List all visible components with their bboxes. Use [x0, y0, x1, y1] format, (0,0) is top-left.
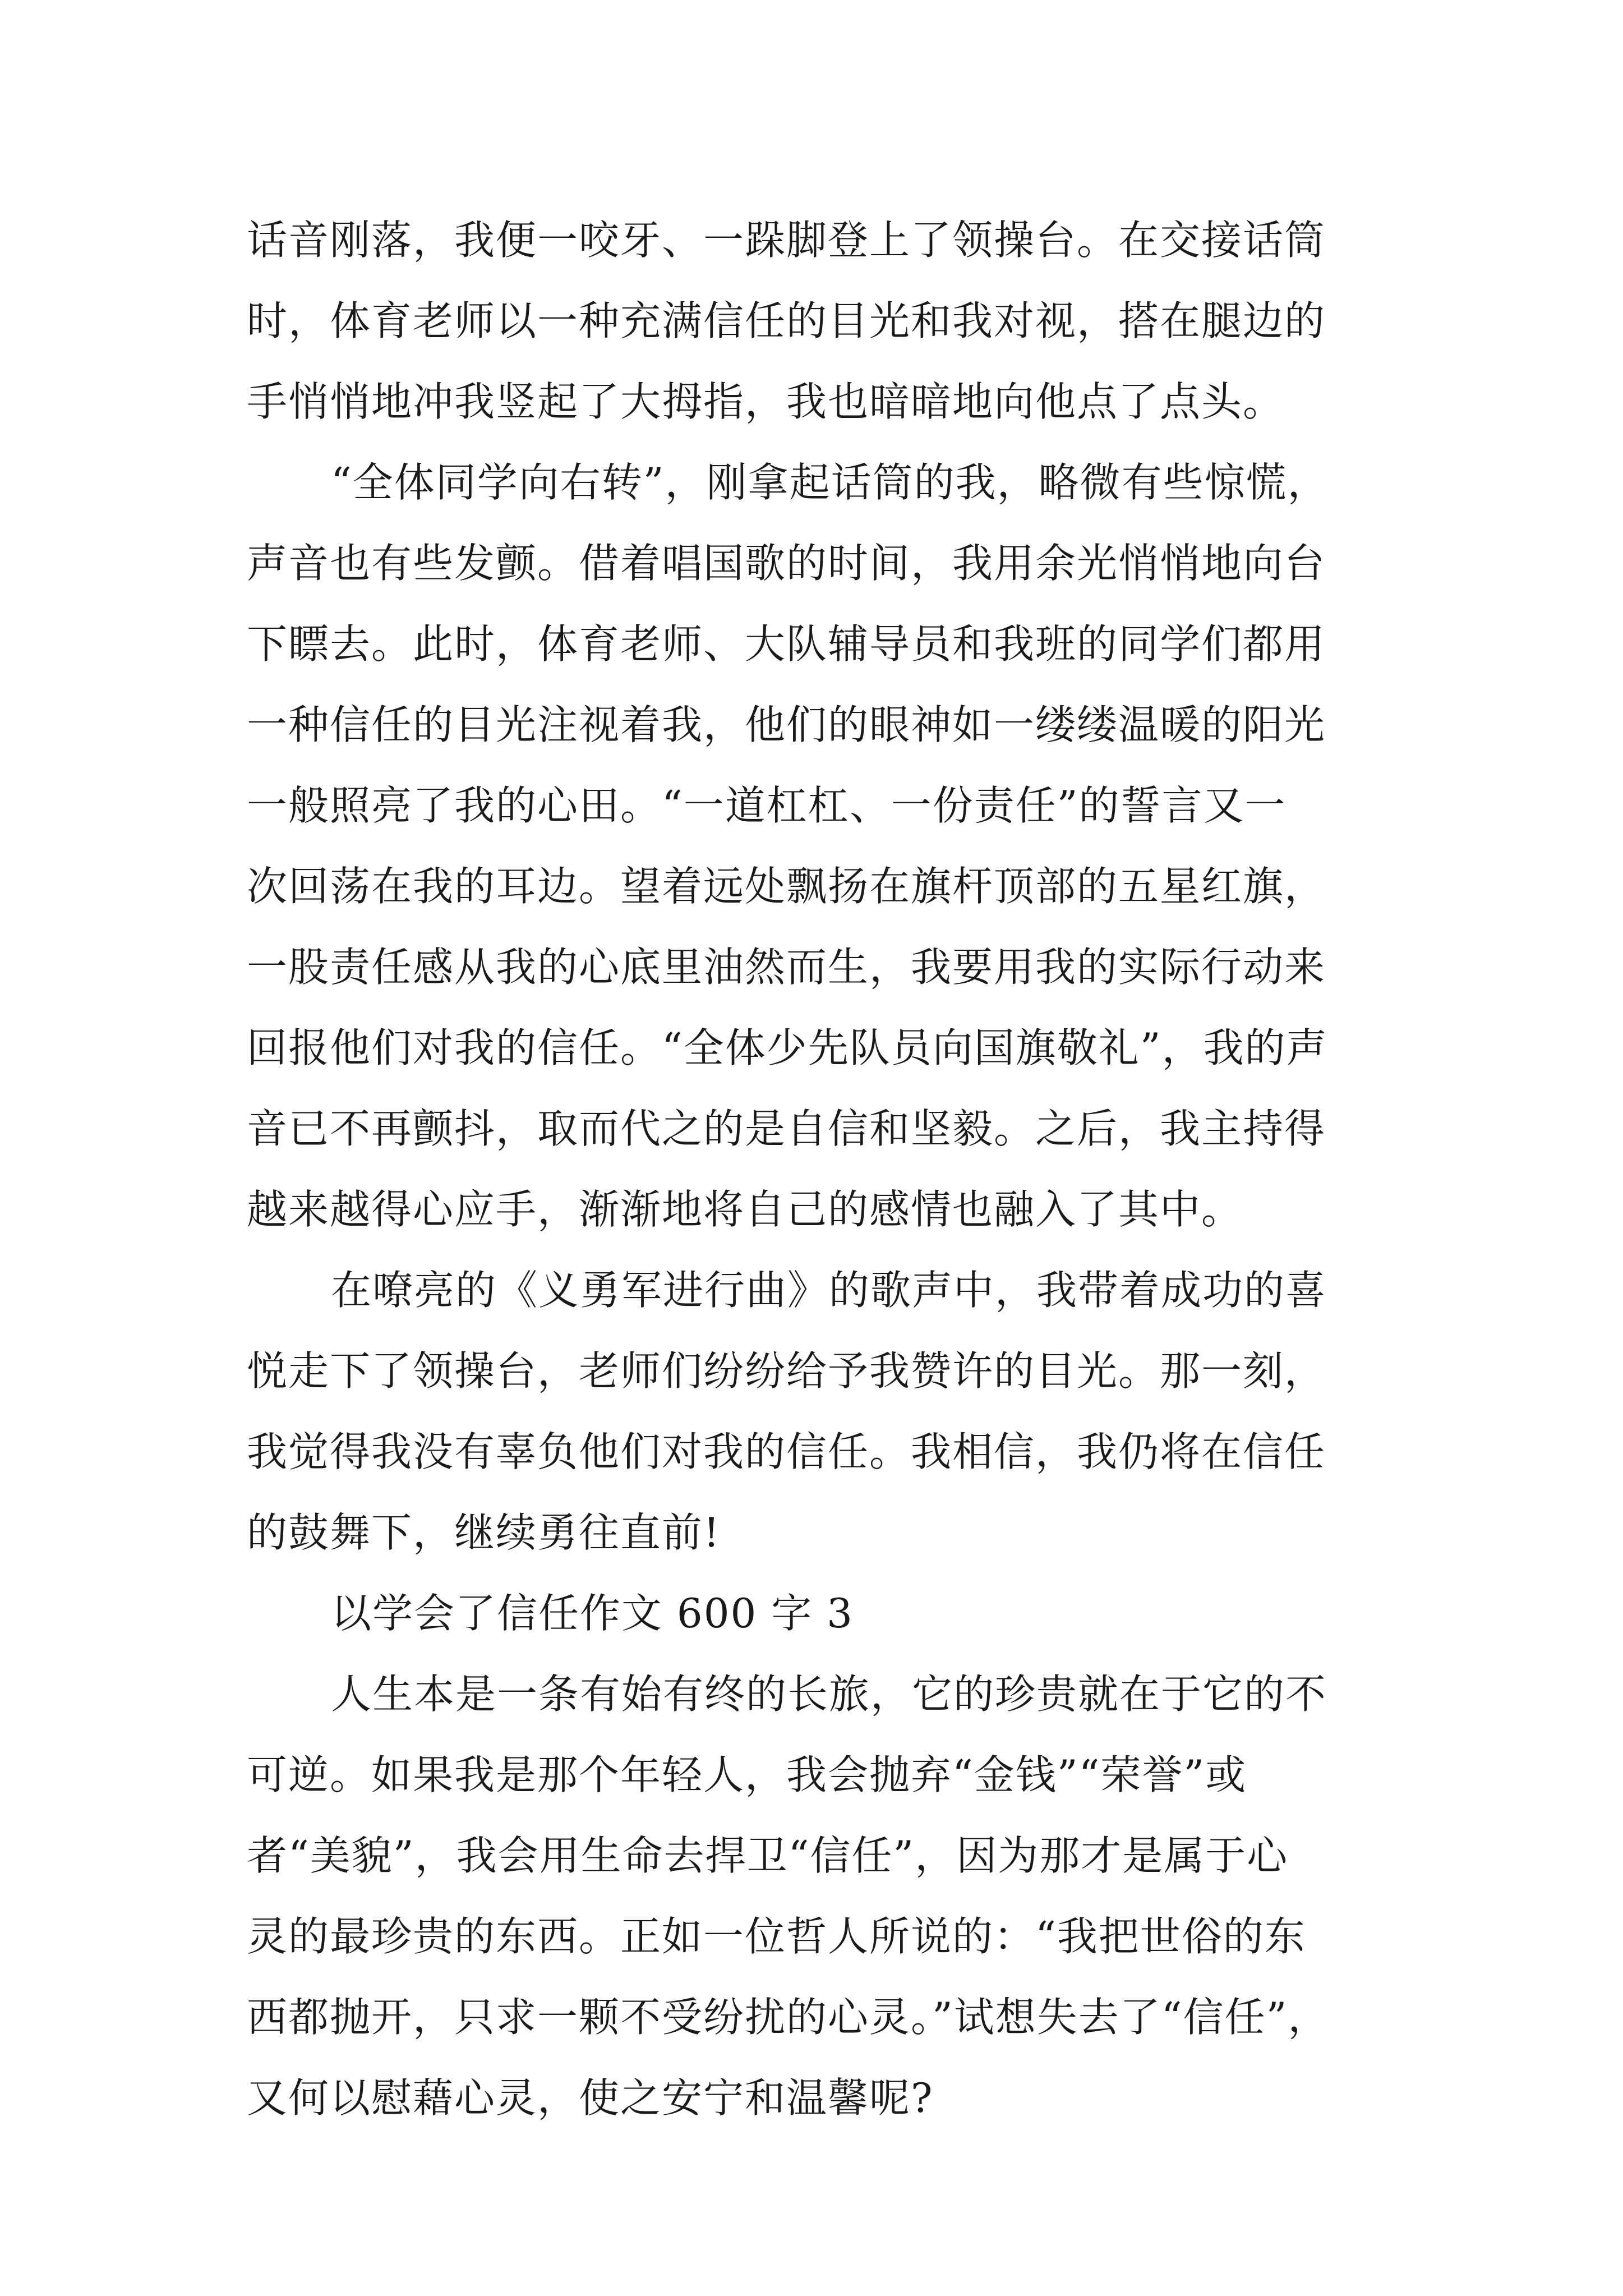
- text-line: 悦走下了领操台，老师们纷纷给予我赞许的目光。那一刻，: [247, 1347, 1326, 1395]
- text-line: 者“美貌”，我会用生命去捍卫“信任”，因为那才是属于心: [247, 1832, 1289, 1879]
- text-line: 手悄悄地冲我竖起了大拇指，我也暗暗地向他点了点头。: [247, 378, 1285, 425]
- text-line: 在嘹亮的《义勇军进行曲》的歌声中，我带着成功的喜: [331, 1267, 1327, 1314]
- text-line: 话音刚落，我便一咬牙、一跺脚登上了领操台。在交接话筒: [247, 217, 1326, 264]
- text-line: 声音也有些发颤。借着唱国歌的时间，我用余光悄悄地向台: [247, 540, 1326, 587]
- text-line: 的鼓舞下，继续勇往直前!: [247, 1509, 721, 1556]
- text-line: 人生本是一条有始有终的长旅，它的珍贵就在于它的不: [331, 1671, 1327, 1718]
- text-line: 一股责任感从我的心底里油然而生，我要用我的实际行动来: [247, 944, 1326, 991]
- text-line: 一般照亮了我的心田。“一道杠杠、一份责任”的誓言又一: [247, 782, 1287, 829]
- text-line: 灵的最珍贵的东西。正如一位哲人所说的：“我把世俗的东: [247, 1913, 1306, 1960]
- text-line: 时，体育老师以一种充满信任的目光和我对视，搭在腿边的: [247, 297, 1326, 344]
- text-line: 次回荡在我的耳边。望着远处飘扬在旗杆顶部的五星红旗，: [247, 863, 1326, 910]
- text-line: 可逆。如果我是那个年轻人，我会抛弃“金钱”“荣誉”或: [247, 1751, 1247, 1798]
- text-line: “全体同学向右转”，刚拿起话筒的我，略微有些惊慌，: [331, 459, 1329, 506]
- text-line: 我觉得我没有辜负他们对我的信任。我相信，我仍将在信任: [247, 1428, 1326, 1475]
- text-line: 又何以慰藉心灵，使之安宁和温馨呢?: [247, 2074, 934, 2122]
- text-line: 一种信任的目光注视着我，他们的眼神如一缕缕温暖的阳光: [247, 701, 1326, 748]
- text-line: 下瞟去。此时，体育老师、大队辅导员和我班的同学们都用: [247, 620, 1326, 668]
- section-heading: 以学会了信任作文 600 字 3: [331, 1590, 854, 1637]
- text-line: 西都抛开，只求一颗不受纷扰的心灵。”试想失去了“信任”，: [247, 1994, 1330, 2041]
- text-line: 回报他们对我的信任。“全体少先队员向国旗敬礼”，我的声: [247, 1024, 1328, 1071]
- essay-text: [247, 200, 1413, 2138]
- text-line: 音已不再颤抖，取而代之的是自信和坚毅。之后，我主持得: [247, 1105, 1326, 1152]
- text-line: 越来越得心应手，渐渐地将自己的感情也融入了其中。: [247, 1186, 1243, 1233]
